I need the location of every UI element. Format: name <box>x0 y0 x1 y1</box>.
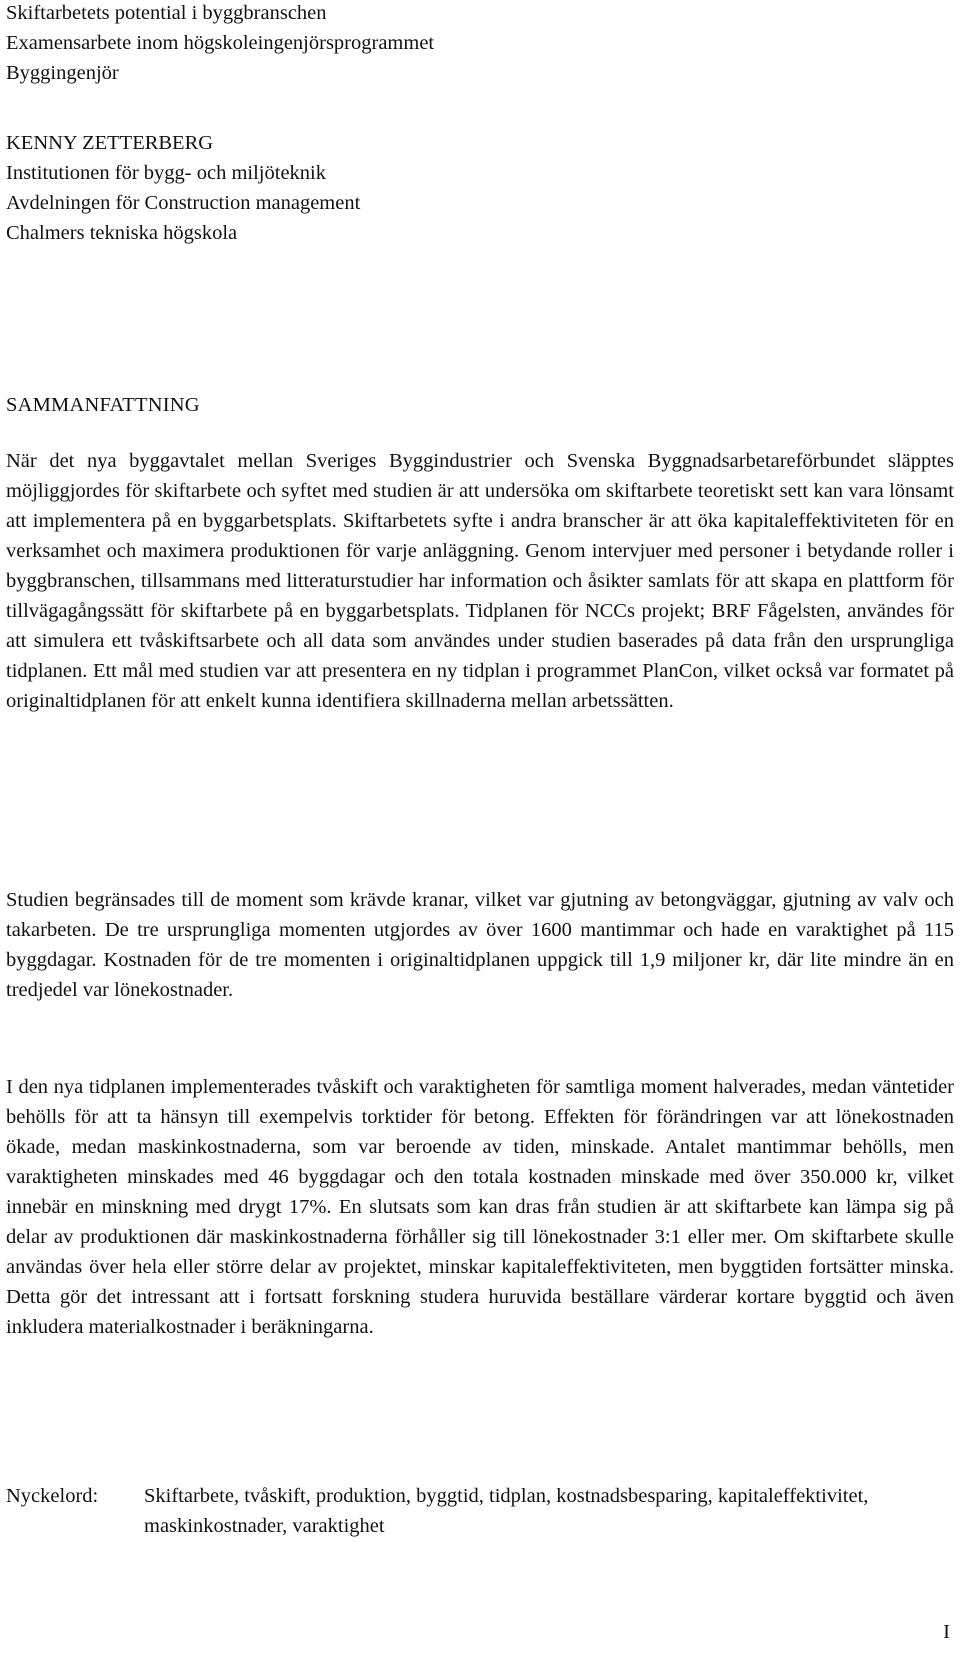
institution-name: Institutionen för bygg- och miljöteknik <box>6 162 326 184</box>
keywords-label: Nyckelord: <box>6 1485 99 1507</box>
abstract-paragraph-3: I den nya tidplanen implementerades tvåskift och varaktigheten för samtliga moment halverades, medan väntetider behölls för att ta hänsyn till exempelvis torktider för betong. Effekten för förändringen var att lönekostnaden ökade, medan maskinkostnaderna, som var beroende av tiden, minskade. Antalet mantimmar behölls, men varaktigheten minskades med 46 byggdagar och den totala kostnaden minskade med över 350.000 kr, vilket innebär en minskning med drygt 17%. En slutsats som kan dras från studien är att skiftarbete kan lämpa sig på delar av produktionen där maskinkostnaderna förhåller sig till lönekostnader 3:1 eller mer. Om skiftarbete skulle användas över hela eller större delar av projektet, minskar kapitaleffektiviteten, men byggtiden fortsätter minska. Detta gör det intressant att i fortsatt forskning studera huruvida beställare värderar kortare byggtid och även inkludera materialkostnader i beräkningarna. <box>6 1076 954 1338</box>
abstract-paragraph-2: Studien begränsades till de moment som krävde kranar, vilket var gjutning av betongväggar, gjutning av valv och takarbeten. De tre ursprungliga momenten utgjordes av över 1600 mantimmar och hade en varaktighet på 115 byggdagar. Kostnaden för de tre momenten i originaltidplanen uppgick till 1,9 miljoner kr, där lite mindre än en tredjedel var lönekostnader. <box>6 889 954 1001</box>
page-number: I <box>943 1621 950 1643</box>
keywords-list: Skiftarbete, tvåskift, produktion, byggtid, tidplan, kostnadsbesparing, kapitaleffektivitet, maskinkostnader, varaktighet <box>144 1485 869 1537</box>
university-name: Chalmers tekniska högskola <box>6 222 238 244</box>
keywords-row <box>6 1481 956 1541</box>
program-name: Byggingenjör <box>6 62 119 84</box>
author-name: KENNY ZETTERBERG <box>6 132 214 154</box>
division-name: Avdelningen för Construction management <box>6 192 361 214</box>
author-block <box>6 128 956 248</box>
thesis-subtitle: Examensarbete inom högskoleingenjörsprogrammet <box>6 32 435 54</box>
abstract-heading: SAMMANFATTNING <box>6 394 200 416</box>
abstract-paragraph-1: När det nya byggavtalet mellan Sveriges Byggindustrier och Svenska Byggnadsarbetareförbundet släpptes möjliggjordes för skiftarbete och syftet med studien är att undersöka om skiftarbete teoretiskt sett kan vara lönsamt att implementera på en byggarbetsplats. Skiftarbetets syfte i andra branscher är att öka kapitaleffektiviteten för en verksamhet och maximera produktionen för varje anläggning. Genom intervjuer med personer i betydande roller i byggbranschen, tillsammans med litteraturstudier har information och åsikter samlats för att skapa en plattform för tillvägagångssätt för skiftarbete på en byggarbetsplats. Tidplanen för NCCs projekt; BRF Fågelsten, användes för att simulera ett tvåskiftsarbete och all data som användes under studien baserades på data från den ursprungliga tidplanen. Ett mål med studien var att presentera en ny tidplan i programmet PlanCon, vilket också var formatet på originaltidplanen för att enkelt kunna identifiera skillnaderna mellan arbetssätten. <box>6 450 954 712</box>
title-block <box>6 0 956 88</box>
thesis-title: Skiftarbetets potential i byggbranschen <box>6 2 327 24</box>
